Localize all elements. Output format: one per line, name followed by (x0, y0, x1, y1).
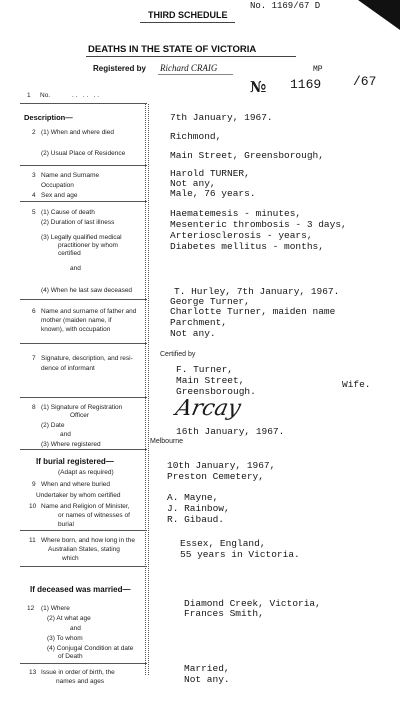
cause-of-death-1: Haematemesis - minutes, (170, 208, 302, 219)
row-6-label-1: Name and surname of father and (41, 308, 137, 315)
page-title: DEATHS IN THE STATE OF VICTORIA (88, 44, 257, 55)
scan-corner-shadow (358, 0, 400, 30)
row-4-sex-age-label: Sex and age (41, 192, 78, 199)
registrar-name: Richard CRAIG (160, 63, 218, 73)
cause-of-death-4: Diabetes mellitus - months, (170, 241, 324, 252)
issue-entry: Not any. (184, 674, 230, 685)
row-5-number: 5 (32, 209, 36, 216)
row-8-date-label: (2) Date (41, 422, 65, 429)
deceased-occupation: Not any, (170, 178, 216, 189)
row-8-and-label: and (60, 431, 71, 438)
row-5-last-seen-label: (4) When he last saw deceased (41, 287, 133, 294)
registration-date: 16th January, 1967. (176, 426, 285, 437)
mother-name: Charlotte Turner, maiden name (170, 306, 336, 317)
parents-occupation: Not any. (170, 328, 216, 339)
informant-street: Main Street, (176, 375, 245, 386)
row-9-number: 9 (32, 481, 36, 488)
father-name: George Turner, (170, 296, 250, 307)
row-11-label-2: Australian States, stating (48, 546, 120, 553)
row-6-label-3: known), with occupation (41, 326, 111, 333)
row-12-and-label: and (70, 625, 81, 632)
row-7-label-1: Signature, description, and resi- (41, 355, 133, 362)
row-2-number: 2 (32, 129, 36, 136)
deceased-name: Harold TURNER, (170, 168, 250, 179)
informant-town: Greensborough. (176, 386, 256, 397)
certified-by-label: Certified by (160, 351, 196, 358)
registered-by-label: Registered by (93, 64, 146, 73)
burial-heading: If burial registered— (36, 457, 114, 466)
row-3-name-label: Name and Surname (41, 172, 100, 179)
no-symbol: № (250, 78, 267, 96)
reference-number: No. 1169/67 D (250, 1, 321, 11)
row-7-number: 7 (32, 355, 36, 362)
conjugal-condition: Married, (184, 663, 230, 674)
row-13-label-2: names and ages (56, 678, 105, 685)
register-number: 1169 (290, 77, 322, 92)
row-5-duration-label: (2) Duration of last illness (41, 219, 115, 226)
row-6-label-2: mother (maiden name, if (41, 317, 112, 324)
birthplace: Essex, England, (180, 538, 266, 549)
row-8-officer-label: Officer (70, 412, 90, 419)
row-3-number: 3 (32, 172, 36, 179)
row-12-of-death-label: of Death (58, 653, 83, 660)
usual-residence: Main Street, Greensborough, (170, 150, 324, 161)
deceased-sex-age: Male, 76 years. (170, 188, 256, 199)
row-5-cause-label: (1) Cause of death (41, 209, 95, 216)
row-10-label-2: or names of witnesses of (58, 512, 130, 519)
cause-of-death-2: Mesenteric thrombosis - 3 days, (170, 219, 347, 230)
row-5-practitioner-label-2: practitioner by whom (58, 242, 118, 249)
cause-of-death-3: Arteriosclerosis - years, (170, 230, 313, 241)
row-10-number: 10 (29, 503, 37, 510)
row-5-practitioner-label-3: certified (58, 250, 81, 257)
burial-date: 10th January, 1967, (167, 460, 276, 471)
burial-place: Preston Cemetery, (167, 471, 264, 482)
row-2-residence-label: (2) Usual Place of Residence (41, 150, 126, 157)
years-in-victoria: 55 years in Victoria. (180, 549, 300, 560)
row-10-label-1: Name and Religion of Minister, (41, 503, 130, 510)
row-9-undertaker-label: Undertaker by whom certified (36, 492, 121, 499)
row-4-number: 4 (32, 192, 36, 199)
row-12-to-whom-label: (3) To whom (47, 635, 83, 642)
row-11-label-1: Where born, and how long in the (41, 537, 135, 544)
last-seen-entry: T. Hurley, 7th January, 1967. (174, 286, 340, 297)
register-year: /67 (353, 74, 377, 89)
row-12-age-label: (2) At what age (47, 615, 91, 622)
row-12-number: 12 (27, 605, 35, 612)
row-2-when-where-died-label: (1) When and where died (41, 129, 114, 136)
row-3-occupation-label: Occupation (41, 182, 74, 189)
burial-subheading: (Adapt as required) (58, 469, 114, 476)
row-8-number: 8 (32, 404, 36, 411)
date-of-death: 7th January, 1967. (170, 112, 273, 123)
mp-label: MP (313, 65, 323, 74)
row-8-where-label: (3) Where registered (41, 441, 101, 448)
registrar-signature: Arcay (173, 396, 243, 421)
mother-maiden-name: Parchment, (170, 317, 228, 328)
row-11-number: 11 (29, 537, 36, 544)
undertaker-name: A. Mayne, (167, 492, 219, 503)
married-heading: If deceased was married— (30, 585, 131, 594)
row-13-number: 13 (29, 669, 37, 676)
row-5-practitioner-label-1: (3) Legally qualified medical (41, 234, 122, 241)
row-13-label-1: Issue in order of birth, the (41, 669, 115, 676)
registration-place: Melbourne (150, 438, 184, 445)
marriage-place: Diamond Creek, Victoria, (184, 598, 321, 609)
row-1-dots: . . . . . . (72, 92, 100, 99)
row-11-label-3: which (62, 555, 79, 562)
place-of-death: Richmond, (170, 131, 222, 142)
row-1-number: 1 (27, 92, 31, 99)
description-heading: Description— (24, 113, 73, 122)
schedule-title: THIRD SCHEDULE (148, 10, 228, 20)
informant-name: F. Turner, (176, 364, 234, 375)
row-7-label-2: dence of informant (41, 365, 95, 372)
row-10-label-3: burial (58, 521, 74, 528)
spouse-name: Frances Smith, (184, 608, 264, 619)
witness-name: R. Gibaud. (167, 514, 225, 525)
row-1-label: No. (40, 92, 51, 99)
row-12-conjugal-label: (4) Conjugal Condition at date (47, 645, 134, 652)
minister-name: J. Rainbow, (167, 503, 230, 514)
row-9-buried-label: When and where buried (41, 481, 111, 488)
row-12-where-label: (1) Where (41, 605, 70, 612)
informant-relationship: Wife. (342, 379, 371, 390)
row-8-signature-label: (1) Signature of Registration (41, 404, 123, 411)
row-6-number: 6 (32, 308, 36, 315)
row-5-practitioner-label-4: and (70, 265, 81, 272)
